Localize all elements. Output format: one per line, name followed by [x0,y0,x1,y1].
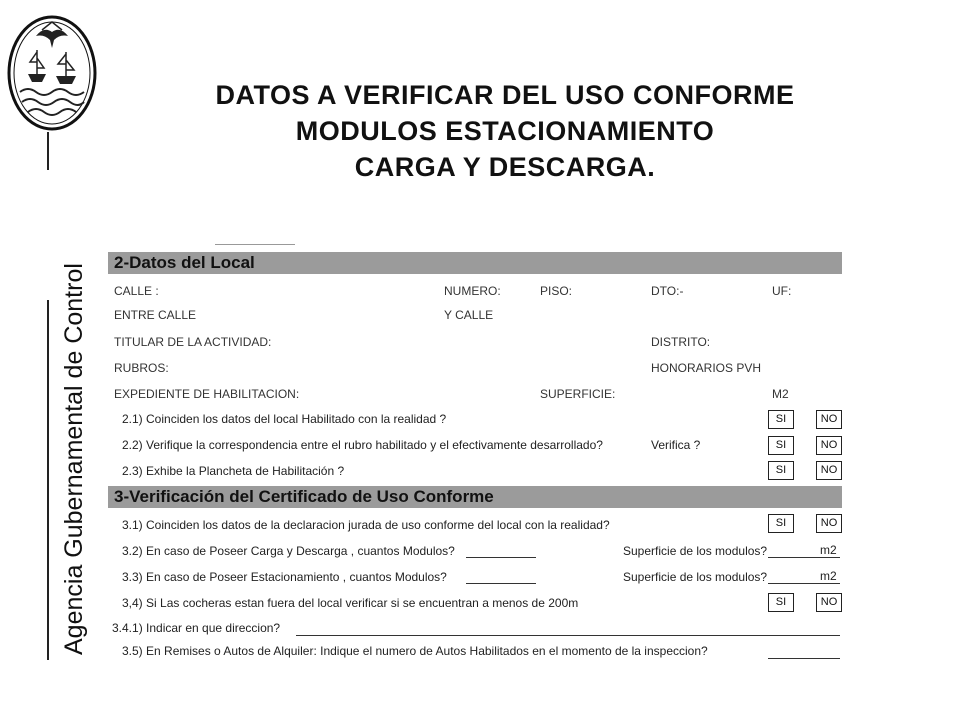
question-3-2: 3.2) En caso de Poseer Carga y Descarga , cuantos Modulos? [122,544,455,558]
agency-side-text: Agencia Gubernamental de Control [60,263,88,655]
q341-direccion-blank[interactable] [296,635,840,636]
section-3-title: 3-Verificación del Certificado de Uso Conforme [114,487,494,506]
title-line-2: MODULOS ESTACIONAMIENTO [295,116,715,146]
q33-modulos-blank[interactable] [466,583,536,584]
title-line-1: DATOS A VERIFICAR DEL USO CONFORME [215,80,795,110]
inspection-form [108,250,844,660]
q23-no-checkbox[interactable]: NO [816,461,842,480]
field-rubros: RUBROS: [114,361,169,375]
side-rule [47,300,49,660]
section-2-title: 2-Datos del Local [114,253,255,272]
field-m2: M2 [772,387,789,401]
question-3-3: 3.3) En caso de Poseer Estacionamiento , cuantos Modulos? [122,570,447,584]
q32-modulos-blank[interactable] [466,557,536,558]
question-3-1: 3.1) Coinciden los datos de la declaracion jurada de uso conforme del local con la realidad? [122,518,610,532]
field-titular: TITULAR DE LA ACTIVIDAD: [114,335,272,349]
q32-superficie-blank[interactable] [768,557,840,558]
q33-superficie-blank[interactable] [768,583,840,584]
field-superficie: SUPERFICIE: [540,387,616,401]
q21-si-checkbox[interactable]: SI [768,410,794,429]
field-uf: UF: [772,284,792,298]
question-2-2-verifica: Verifica ? [651,438,701,452]
field-calle: CALLE : [114,284,159,298]
q32-superficie-label: Superficie de los modulos? [623,544,768,558]
q33-superficie-label: Superficie de los modulos? [623,570,768,584]
field-numero: NUMERO: [444,284,501,298]
q35-autos-blank[interactable] [768,658,840,659]
question-3-4: 3,4) Si Las cocheras estan fuera del local verificar si se encuentran a menos de 200m [122,596,579,610]
field-distrito: DISTRITO: [651,335,711,349]
question-2-1: 2.1) Coinciden los datos del local Habilitado con la realidad ? [122,412,447,426]
q31-no-checkbox[interactable]: NO [816,514,842,533]
q31-si-checkbox[interactable]: SI [768,514,794,533]
q34-no-checkbox[interactable]: NO [816,593,842,612]
city-seal-logo [6,14,98,132]
field-piso: PISO: [540,284,573,298]
field-entre-calle: ENTRE CALLE [114,308,197,322]
section-2-header [108,252,842,274]
q22-no-checkbox[interactable]: NO [816,436,842,455]
q32-m2-unit: m2 [820,543,837,557]
question-3-4-1: 3.4.1) Indicar en que direccion? [112,621,281,635]
q23-si-checkbox[interactable]: SI [768,461,794,480]
question-2-2: 2.2) Verifique la correspondencia entre el rubro habilitado y el efectivamente desarrollado? [122,438,603,452]
field-y-calle: Y CALLE [444,308,494,322]
q34-si-checkbox[interactable]: SI [768,593,794,612]
q33-m2-unit: m2 [820,569,837,583]
side-rule-top [47,132,49,170]
field-dto: DTO:- [651,284,684,298]
question-2-3: 2.3) Exhibe la Plancheta de Habilitación ? [122,464,345,478]
question-3-5: 3.5) En Remises o Autos de Alquiler: Indique el numero de Autos Habilitados en el momento de la inspeccion? [122,644,708,658]
scan-artifact-line [215,244,295,245]
q22-si-checkbox[interactable]: SI [768,436,794,455]
section-3-header [108,486,842,508]
title-line-3: CARGA Y DESCARGA. [354,152,656,182]
field-expediente: EXPEDIENTE DE HABILITACION: [114,387,300,401]
field-honorarios: HONORARIOS PVH [651,361,762,375]
q21-no-checkbox[interactable]: NO [816,410,842,429]
